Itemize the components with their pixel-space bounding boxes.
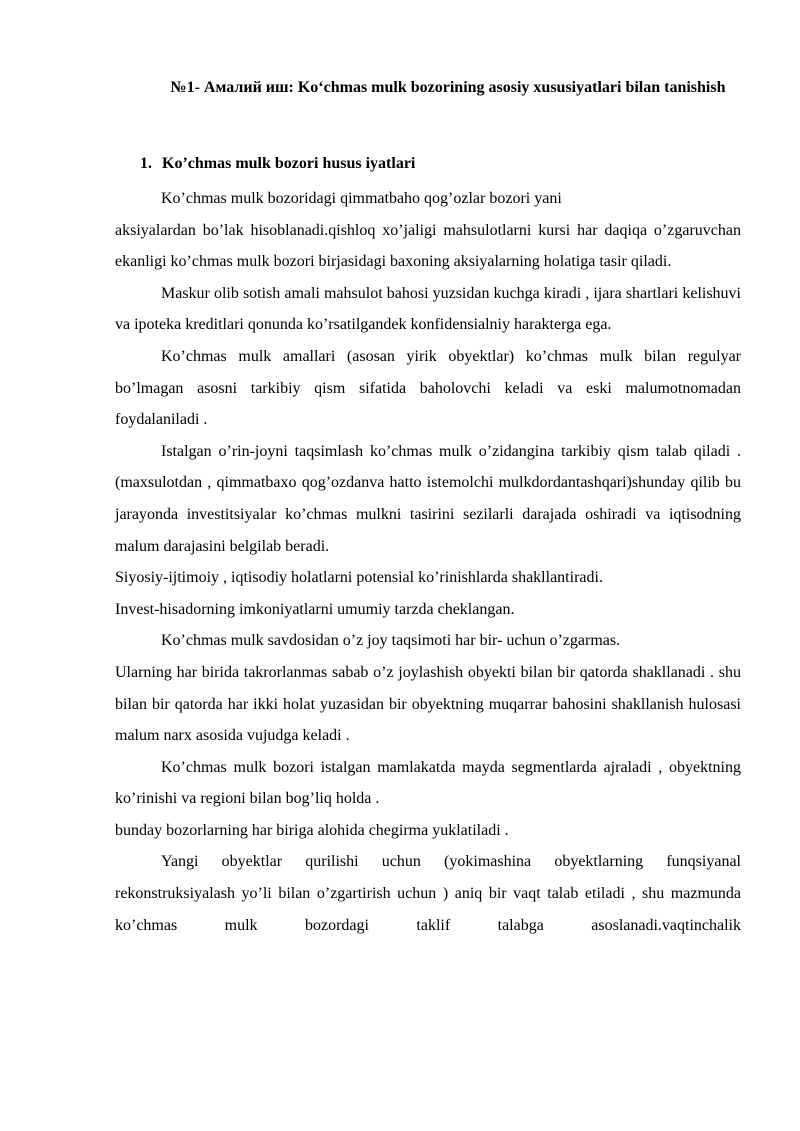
paragraph-5: Istalgan o’rin-joyni taqsimlash ko’chmas mulk o’zidangina tarkibiy qism talab qiladi .(maxsulotdan , qimmatbaxo qog’ozdanva hatto istemolchi mulkdordantashqari)shunday qilib bu jarayonda investitsiyalar ko’chmas mulkni tasirini sezilarli darajada oshiradi va iqtisodning malum darajasini belgilab beradi. <box>115 442 741 555</box>
paragraph-1: Ko’chmas mulk bozoridagi qimmatbaho qog’ozlar bozori yani <box>161 190 562 207</box>
paragraph-7: Invest-hisadorning imkoniyatlarni umumiy tarzda cheklangan. <box>115 600 515 618</box>
paragraph-11: bunday bozorlarning har biriga alohida chegirma yuklatiladi . <box>115 821 509 839</box>
paragraph-10: Ko’chmas mulk bozori istalgan mamlakatda mayda segmentlarda ajraladi , obyektning ko’rinishi va regioni bilan bog’liq holda . <box>115 758 741 808</box>
paragraph-2: aksiyalardan bo’lak hisoblanadi.qishloq xo’jaligi mahsulotlarni kursi har daqiqa o’zgaruvchan ekanligi ko’chmas mulk bozori birjasidagi baxoning aksiyalarning holatiga tasir qiladi. <box>115 221 741 271</box>
section-number: 1. <box>140 155 152 172</box>
paragraph-12: Yangi obyektlar qurilishi uchun (yokimashina obyektlarning funqsiyanal rekonstruksiyalash yo’li bilan o’zgartirish uchun ) aniq bir vaqt talab etiladi , shu mazmunda ko’chmas mulk bozordagi taklif talabga asoslanadi.vaqtinchalik <box>115 853 741 934</box>
paragraph-4: Ko’chmas mulk amallari (asosan yirik obyektlar) ko’chmas mulk bilan regulyar bo’lmagan asosni tarkibiy qism sifatida baholovchi keladi va eski malumotnomadan foydalaniladi . <box>115 347 741 429</box>
paragraph-6: Siyosiy-ijtimoiy , iqtisodiy holatlarni potensial ko’rinishlarda shakllantiradi. <box>115 569 603 587</box>
document-title: №1- Амалий иш: Ko‘chmas mulk bozorining asosiy xususiyatlari bilan tanishish <box>170 79 726 96</box>
paragraph-3: Maskur olib sotish amali mahsulot bahosi yuzsidan kuchga kiradi , ijara shartlari kelishuvi va ipoteka kreditlari qonunda ko’rsatilgandek konfidensialniy harakterga ega. <box>115 284 741 334</box>
document-body <box>115 183 741 941</box>
section-heading-text: Ko’chmas mulk bozori husus iyatlari <box>162 155 416 172</box>
section-heading <box>140 154 415 174</box>
paragraph-8: Ko’chmas mulk savdosidan o’z joy taqsimoti har bir- uchun o’zgarmas. <box>161 632 621 650</box>
paragraph-9: Ularning har birida takrorlanmas sabab o’z joylashish obyekti bilan bir qatorda shakllanadi . shu bilan bir qatorda har ikki holat yuzasidan bir obyektning muqarrar bahosini shakllanish hulosasi malum narx asosida vujudga keladi . <box>115 663 741 745</box>
